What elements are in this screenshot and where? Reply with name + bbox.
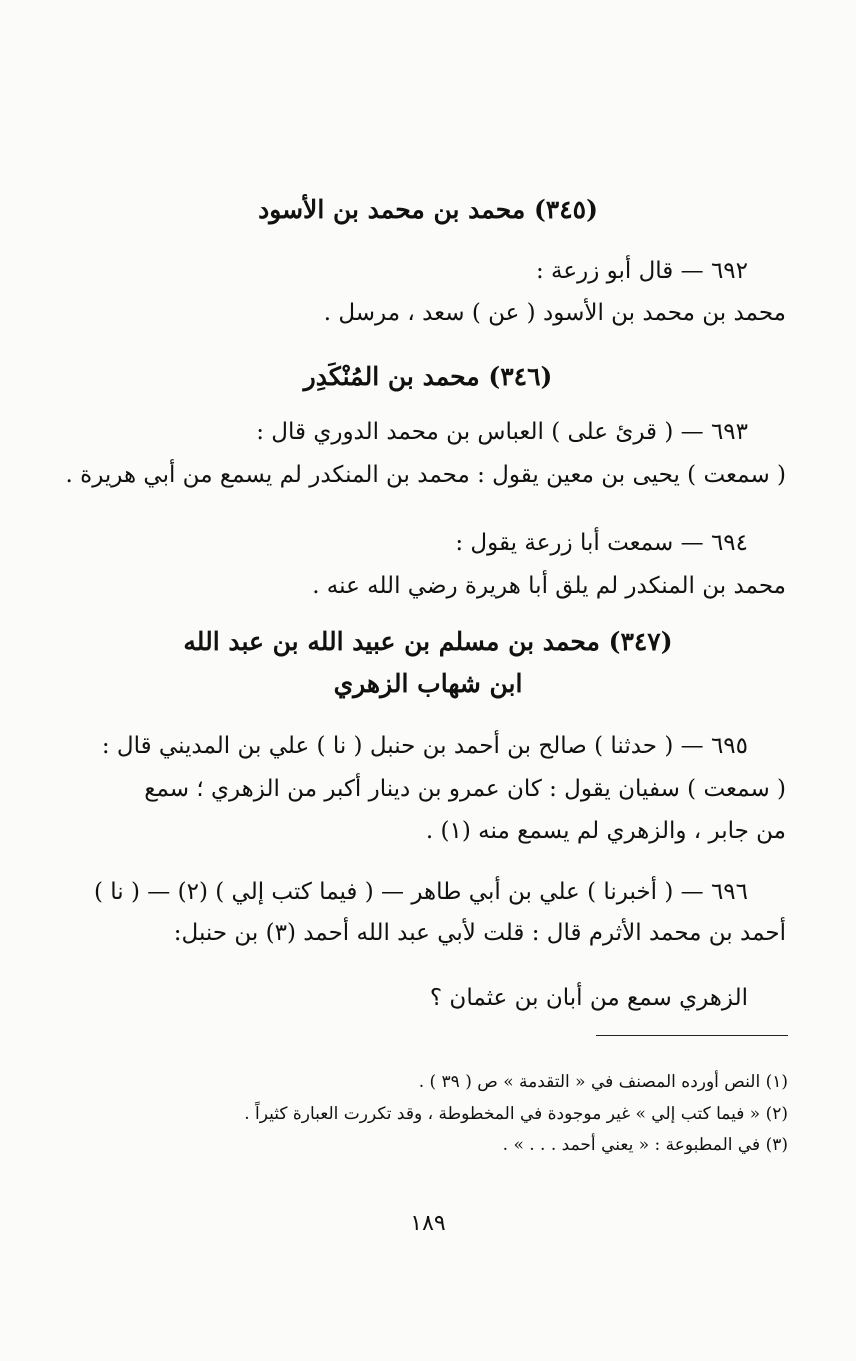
entry-694-line-2: محمد بن المنكدر لم يلق أبا هريرة رضي الله عنه . bbox=[312, 573, 786, 599]
entry-692-line-1: ٦٩٢ — قال أبو زرعة : bbox=[535, 258, 748, 284]
page-number: ١٨٩ bbox=[410, 1211, 446, 1236]
entry-696-line-1: ٦٩٦ — ( أخبرنا ) علي بن أبي طاهر — ( فيما كتب إلي ) (٢) — ( نا ) bbox=[94, 879, 748, 905]
section-heading-347-line-2: ابن شهاب الزهري bbox=[333, 669, 523, 698]
footnote-2: (٢) « فيما كتب إلي » غير موجودة في المخطوطة ، وقد تكررت العبارة كثيراً . bbox=[244, 1104, 788, 1124]
section-heading-346: (٣٤٦) محمد بن المُنْكَدِر bbox=[303, 362, 553, 391]
entry-692-line-2: محمد بن محمد بن الأسود ( عن ) سعد ، مرسل . bbox=[323, 300, 786, 326]
entry-695-line-2: ( سمعت ) سفيان يقول : كان عمرو بن دينار أكبر من الزهري ؛ سمع bbox=[144, 776, 786, 802]
entry-695-line-3: من جابر ، والزهري لم يسمع منه (١) . bbox=[425, 818, 786, 844]
footnote-separator bbox=[596, 1035, 788, 1036]
section-heading-347: (٣٤٧) محمد بن مسلم بن عبيد الله بن عبد الله bbox=[183, 627, 673, 656]
entry-695-line-1: ٦٩٥ — ( حدثنا ) صالح بن أحمد بن حنبل ( نا ) علي بن المديني قال : bbox=[101, 733, 748, 759]
entry-696-line-2: أحمد بن محمد الأثرم قال : قلت لأبي عبد الله أحمد (٣) بن حنبل: bbox=[173, 920, 786, 946]
entry-693-line-1: ٦٩٣ — ( قرئ على ) العباس بن محمد الدوري قال : bbox=[256, 419, 748, 445]
footnote-3: (٣) في المطبوعة : « يعني أحمد . . . » . bbox=[502, 1135, 788, 1155]
entry-693-line-2: ( سمعت ) يحيى بن معين يقول : محمد بن المنكدر لم يسمع من أبي هريرة . bbox=[65, 462, 786, 488]
entry-696-line-3: الزهري سمع من أبان بن عثمان ؟ bbox=[429, 985, 748, 1011]
entry-694-line-1: ٦٩٤ — سمعت أبا زرعة يقول : bbox=[455, 530, 748, 556]
footnote-1: (١) النص أورده المصنف في « التقدمة » ص ( ٣٩ ) . bbox=[418, 1072, 788, 1092]
section-heading-345: (٣٤٥) محمد بن محمد بن الأسود bbox=[258, 195, 598, 224]
